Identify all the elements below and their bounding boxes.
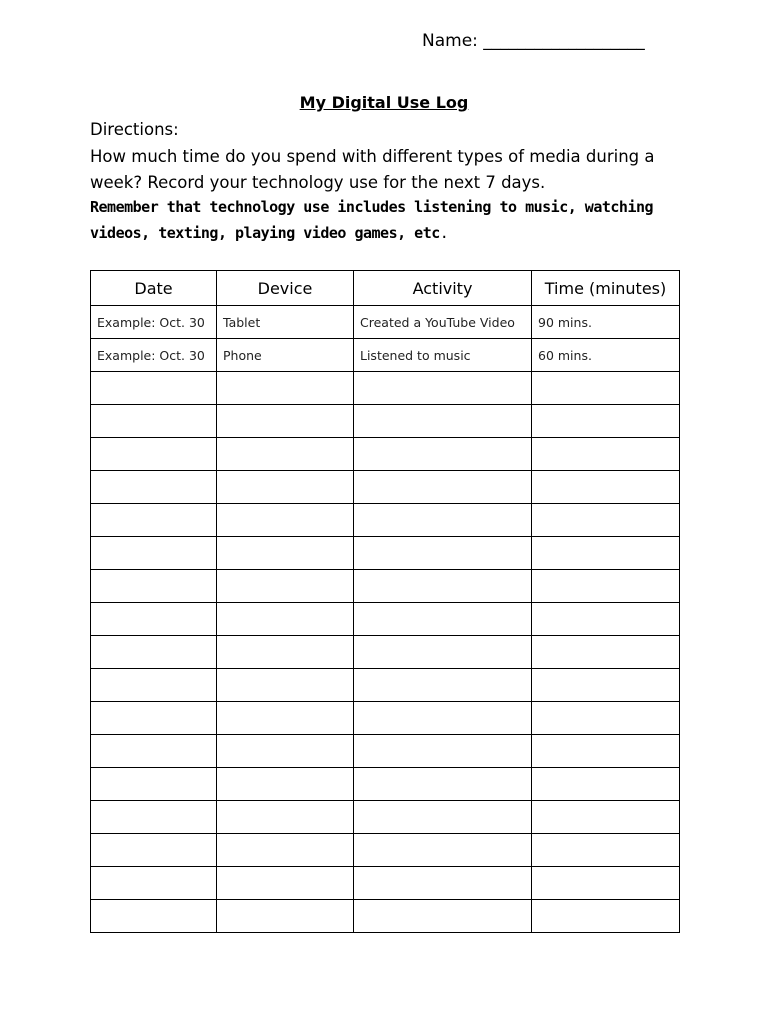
digital-use-log-table [90, 270, 680, 933]
name-field-label: Name: ___________________ [422, 31, 645, 51]
table-row [91, 306, 680, 339]
cell-date-blank[interactable] [91, 702, 217, 735]
cell-device-blank[interactable] [217, 438, 354, 471]
cell-activity-blank[interactable] [354, 768, 532, 801]
column-header-time: Time (minutes) [532, 271, 680, 306]
cell-date-blank[interactable] [91, 471, 217, 504]
cell-activity-blank[interactable] [354, 636, 532, 669]
column-header-date: Date [91, 271, 217, 306]
page-title: My Digital Use Log [299, 93, 469, 112]
cell-device-blank[interactable] [217, 702, 354, 735]
cell-time-blank[interactable] [532, 834, 680, 867]
cell-device-blank[interactable] [217, 570, 354, 603]
cell-activity-blank[interactable] [354, 438, 532, 471]
cell-time-blank[interactable] [532, 438, 680, 471]
blank-table-row [91, 735, 680, 768]
cell-date-blank[interactable] [91, 636, 217, 669]
blank-table-row [91, 834, 680, 867]
cell-activity-blank[interactable] [354, 735, 532, 768]
cell-date-blank[interactable] [91, 834, 217, 867]
cell-date: Example: Oct. 30 [91, 339, 217, 372]
blank-table-row [91, 504, 680, 537]
cell-date-blank[interactable] [91, 867, 217, 900]
table-row [91, 339, 680, 372]
blank-table-row [91, 801, 680, 834]
cell-date-blank[interactable] [91, 372, 217, 405]
cell-activity-blank[interactable] [354, 669, 532, 702]
blank-table-row [91, 702, 680, 735]
cell-time-blank[interactable] [532, 867, 680, 900]
cell-activity-blank[interactable] [354, 471, 532, 504]
cell-time-blank[interactable] [532, 768, 680, 801]
cell-device-blank[interactable] [217, 537, 354, 570]
cell-date-blank[interactable] [91, 603, 217, 636]
cell-activity-blank[interactable] [354, 405, 532, 438]
cell-date-blank[interactable] [91, 768, 217, 801]
cell-time: 90 mins. [532, 306, 680, 339]
cell-device-blank[interactable] [217, 669, 354, 702]
cell-time-blank[interactable] [532, 570, 680, 603]
blank-table-row [91, 603, 680, 636]
cell-time-blank[interactable] [532, 900, 680, 933]
cell-time-blank[interactable] [532, 603, 680, 636]
cell-device-blank[interactable] [217, 405, 354, 438]
cell-activity-blank[interactable] [354, 504, 532, 537]
cell-activity: Listened to music [354, 339, 532, 372]
cell-activity-blank[interactable] [354, 570, 532, 603]
cell-activity: Created a YouTube Video [354, 306, 532, 339]
blank-table-row [91, 438, 680, 471]
blank-table-row [91, 537, 680, 570]
blank-table-row [91, 405, 680, 438]
cell-device-blank[interactable] [217, 504, 354, 537]
cell-activity-blank[interactable] [354, 867, 532, 900]
cell-date-blank[interactable] [91, 900, 217, 933]
cell-date-blank[interactable] [91, 405, 217, 438]
cell-device-blank[interactable] [217, 603, 354, 636]
cell-time-blank[interactable] [532, 735, 680, 768]
cell-device-blank[interactable] [217, 636, 354, 669]
cell-date-blank[interactable] [91, 669, 217, 702]
cell-time-blank[interactable] [532, 702, 680, 735]
cell-time-blank[interactable] [532, 405, 680, 438]
blank-table-row [91, 867, 680, 900]
blank-table-row [91, 471, 680, 504]
cell-device-blank[interactable] [217, 471, 354, 504]
cell-date-blank[interactable] [91, 504, 217, 537]
cell-device-blank[interactable] [217, 900, 354, 933]
cell-date-blank[interactable] [91, 570, 217, 603]
table-body [91, 306, 680, 933]
reminder-text [90, 194, 690, 246]
cell-time-blank[interactable] [532, 801, 680, 834]
cell-time-blank[interactable] [532, 537, 680, 570]
directions-label: Directions: [90, 120, 179, 139]
blank-table-row [91, 636, 680, 669]
cell-device: Phone [217, 339, 354, 372]
blank-table-row [91, 372, 680, 405]
blank-table-row [91, 570, 680, 603]
cell-device-blank[interactable] [217, 735, 354, 768]
cell-time-blank[interactable] [532, 504, 680, 537]
cell-device-blank[interactable] [217, 768, 354, 801]
cell-activity-blank[interactable] [354, 801, 532, 834]
blank-table-row [91, 900, 680, 933]
cell-activity-blank[interactable] [354, 603, 532, 636]
cell-activity-blank[interactable] [354, 900, 532, 933]
cell-date-blank[interactable] [91, 801, 217, 834]
reminder-body: Remember that technology use includes listening to music, watching videos, texting, playing video games, etc [90, 198, 654, 242]
cell-activity-blank[interactable] [354, 702, 532, 735]
cell-activity-blank[interactable] [354, 372, 532, 405]
cell-date-blank[interactable] [91, 438, 217, 471]
blank-table-row [91, 768, 680, 801]
directions-text: How much time do you spend with different types of media during a week? Record your technology use for the next 7 days. [90, 147, 655, 192]
reminder-tail: . [439, 224, 449, 242]
cell-device-blank[interactable] [217, 834, 354, 867]
cell-time-blank[interactable] [532, 636, 680, 669]
cell-time-blank[interactable] [532, 669, 680, 702]
table-header-row [91, 271, 680, 306]
cell-activity-blank[interactable] [354, 834, 532, 867]
cell-device-blank[interactable] [217, 867, 354, 900]
cell-date: Example: Oct. 30 [91, 306, 217, 339]
column-header-device: Device [217, 271, 354, 306]
cell-device-blank[interactable] [217, 801, 354, 834]
cell-time-blank[interactable] [532, 471, 680, 504]
cell-device-blank[interactable] [217, 372, 354, 405]
cell-time-blank[interactable] [532, 372, 680, 405]
cell-device: Tablet [217, 306, 354, 339]
blank-table-row [91, 669, 680, 702]
column-header-activity: Activity [354, 271, 532, 306]
cell-date-blank[interactable] [91, 537, 217, 570]
cell-time: 60 mins. [532, 339, 680, 372]
cell-activity-blank[interactable] [354, 537, 532, 570]
cell-date-blank[interactable] [91, 735, 217, 768]
